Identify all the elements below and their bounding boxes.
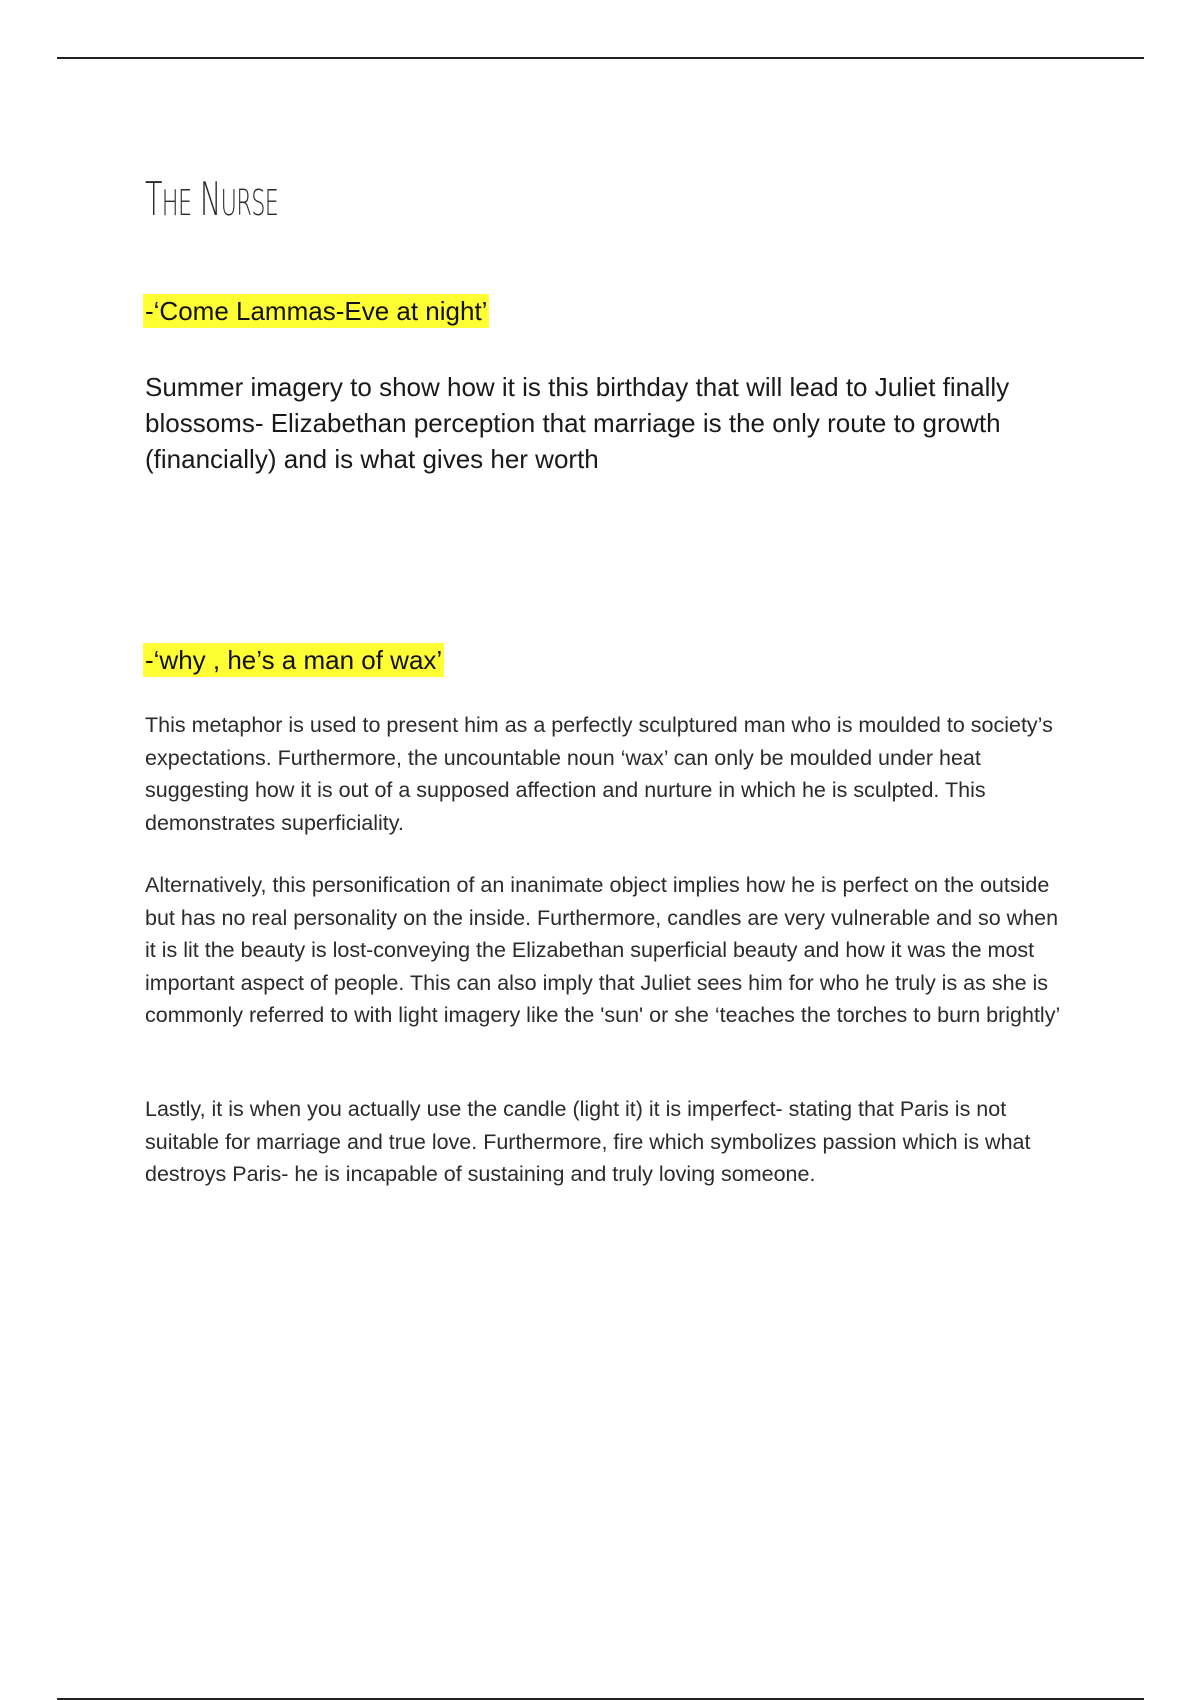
analysis-paragraph-metaphor: This metaphor is used to present him as a perfectly sculptured man who is moulded to society’s expectations. Furthermore, the uncountable noun ‘wax’ can only be moulded under heat suggesting how it is out of a supposed affection and nurture in which he is sculpted. This demonstrates superficiality. bbox=[145, 713, 1053, 835]
analysis-paragraph-lastly: Lastly, it is when you actually use the candle (light it) it is imperfect- stating that Paris is not suitable for marriage and true love. Furthermore, fire which symbolizes passion which is what destroys Paris- he is incapable of sustaining and truly loving someone. bbox=[145, 1097, 1031, 1186]
page-title bbox=[145, 172, 278, 226]
highlighted-quote-2: -‘why , he’s a man of wax’ bbox=[145, 645, 443, 675]
highlighted-quote-1: -‘Come Lammas-Eve at night’ bbox=[145, 296, 488, 326]
top-rule bbox=[57, 57, 1144, 59]
analysis-paragraph-1: Summer imagery to show how it is this birthday that will lead to Juliet finally blossoms- Elizabethan perception that marriage is the only route to growth (financially) and is what gives her worth bbox=[145, 372, 1010, 474]
title-rest-1: HE bbox=[161, 183, 192, 224]
title-initial-1: T bbox=[145, 172, 162, 226]
analysis-paragraph-alternatively: Alternatively, this personification of an inanimate object implies how he is perfect on the outside but has no real personality on the inside. Furthermore, candles are very vulnerable and so when it is lit the beauty is lost-conveying the Elizabethan superficial beauty and how it was the most important aspect of people. This can also imply that Juliet sees him for who he truly is as she is commonly referred to with light imagery like the 'sun' or she ‘teaches the torches to burn brightly’ bbox=[145, 873, 1061, 1027]
title-rest-2: URSE bbox=[220, 183, 279, 224]
title-initial-2: N bbox=[199, 172, 221, 226]
